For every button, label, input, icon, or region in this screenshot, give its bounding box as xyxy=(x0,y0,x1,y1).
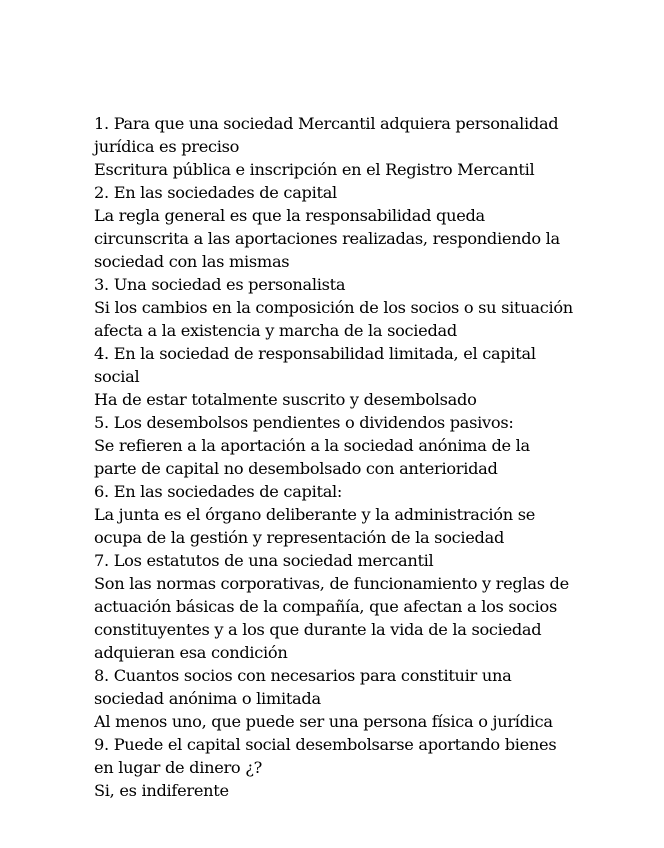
qa-item-4 xyxy=(94,342,574,411)
qa-item-6 xyxy=(94,480,574,549)
qa-item-3 xyxy=(94,273,574,342)
answer-text: Si los cambios en la composición de los socios o su situación afecta a la existencia y marcha de la sociedad xyxy=(94,298,573,340)
question-text: 2. En las sociedades de capital xyxy=(94,183,337,202)
qa-item-7 xyxy=(94,549,574,664)
answer-text: La regla general es que la responsabilidad queda circunscrita a las aportaciones realizadas, respondiendo la sociedad con las mismas xyxy=(94,206,560,271)
question-text: 3. Una sociedad es personalista xyxy=(94,275,346,294)
qa-item-2 xyxy=(94,181,574,273)
question-text: 5. Los desembolsos pendientes o dividendos pasivos: xyxy=(94,413,514,432)
answer-text: Al menos uno, que puede ser una persona física o jurídica xyxy=(94,712,553,731)
question-text: 7. Los estatutos de una sociedad mercantil xyxy=(94,551,434,570)
answer-text: Escritura pública e inscripción en el Registro Mercantil xyxy=(94,160,535,179)
qa-item-9 xyxy=(94,733,574,802)
document-body xyxy=(94,112,574,802)
qa-item-5 xyxy=(94,411,574,480)
question-text: 8. Cuantos socios con necesarios para constituir una sociedad anónima o limitada xyxy=(94,666,512,708)
answer-text: Son las normas corporativas, de funcionamiento y reglas de actuación básicas de la compañía, que afectan a los socios constituyentes y a los que durante la vida de la sociedad adquieran esa condición xyxy=(94,574,569,662)
answer-text: La junta es el órgano deliberante y la administración se ocupa de la gestión y representación de la sociedad xyxy=(94,505,536,547)
answer-text: Si, es indiferente xyxy=(94,781,229,800)
question-text: 4. En la sociedad de responsabilidad limitada, el capital social xyxy=(94,344,536,386)
qa-item-8 xyxy=(94,664,574,733)
qa-item-1 xyxy=(94,112,574,181)
answer-text: Se refieren a la aportación a la sociedad anónima de la parte de capital no desembolsado con anterioridad xyxy=(94,436,530,478)
question-text: 9. Puede el capital social desembolsarse aportando bienes en lugar de dinero ¿? xyxy=(94,735,557,777)
question-text: 1. Para que una sociedad Mercantil adquiera personalidad jurídica es preciso xyxy=(94,114,559,156)
question-text: 6. En las sociedades de capital: xyxy=(94,482,343,501)
answer-text: Ha de estar totalmente suscrito y desembolsado xyxy=(94,390,477,409)
